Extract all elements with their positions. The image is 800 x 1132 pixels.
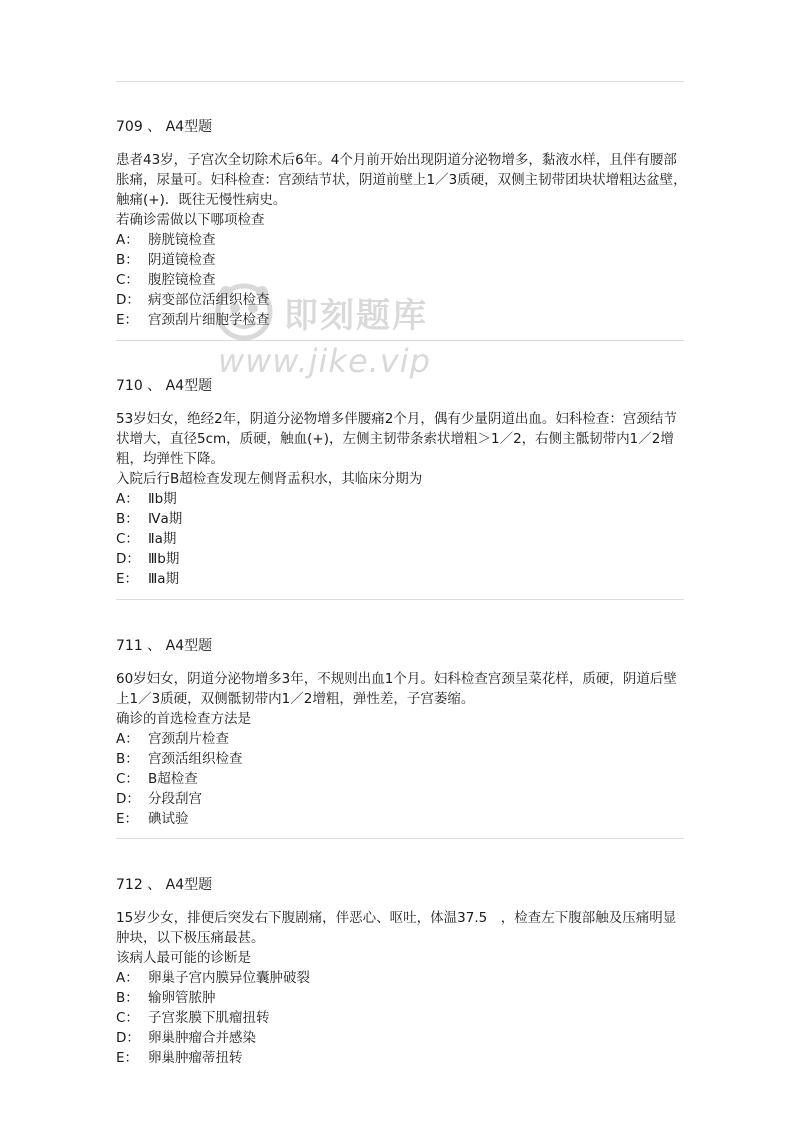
option-letter: D：: [116, 292, 140, 308]
option-letter: E：: [116, 811, 139, 827]
option-text: 子宫浆膜下肌瘤扭转: [148, 1010, 270, 1026]
option-letter: A：: [116, 491, 139, 507]
option-d[interactable]: [116, 549, 688, 569]
option-a[interactable]: [116, 729, 688, 749]
option-text: 宫颈活组织检查: [148, 751, 243, 767]
option-text: Ⅳa期: [148, 511, 183, 527]
option-text: B超检查: [148, 771, 198, 787]
option-text: 膀胱镜检查: [148, 232, 216, 248]
option-text: 卵巢子宫内膜异位囊肿破裂: [148, 970, 310, 986]
option-c[interactable]: [116, 529, 688, 549]
option-b[interactable]: [116, 250, 688, 270]
option-c[interactable]: [116, 1008, 688, 1028]
watermark-url: www.jike.vip: [218, 342, 431, 380]
option-b[interactable]: [116, 749, 688, 769]
option-letter: B：: [116, 511, 139, 527]
option-letter: D：: [116, 1030, 140, 1046]
option-e[interactable]: [116, 569, 688, 589]
divider: [116, 340, 684, 341]
option-text: Ⅲb期: [148, 551, 180, 567]
question-709: [116, 117, 688, 330]
option-letter: E：: [116, 1050, 139, 1066]
option-d[interactable]: [116, 789, 688, 809]
option-letter: C：: [116, 771, 139, 787]
option-d[interactable]: [116, 290, 688, 310]
option-text: 碘试验: [148, 811, 189, 827]
option-e[interactable]: [116, 310, 688, 330]
question-stem: 53岁妇女，绝经2年，阴道分泌物增多伴腰痛2个月，偶有少量阴道出血。妇科检查：宫颈结节状增大，直径5cm，质硬，触血(+)，左侧主韧带条索状增粗＞1／2，右侧主骶韧带内1／2增粗，均弹性下降。: [116, 411, 677, 467]
option-e[interactable]: [116, 809, 688, 829]
option-a[interactable]: [116, 489, 688, 509]
divider-top: [116, 81, 684, 82]
question-prompt: 该病人最可能的诊断是: [116, 950, 251, 966]
option-letter: A：: [116, 731, 139, 747]
question-stem: 15岁少女，排便后突发右下腹剧痛，伴恶心、呕吐，体温37.5 ，检查左下腹部触及压痛明显肿块，以下极压痛最甚。: [116, 910, 677, 946]
question-stem: 60岁妇女，阴道分泌物增多3年，不规则出血1个月。妇科检查宫颈呈菜花样，质硬，阴道后壁上1／3质硬，双侧骶韧带内1／2增粗，弹性差，子宫萎缩。: [116, 671, 677, 707]
option-text: 卵巢肿瘤合并感染: [148, 1030, 256, 1046]
option-b[interactable]: [116, 509, 688, 529]
option-letter: D：: [116, 551, 140, 567]
option-letter: C：: [116, 1010, 139, 1026]
option-text: 腹腔镜检查: [148, 272, 216, 288]
option-text: 宫颈刮片细胞学检查: [148, 312, 270, 328]
option-text: 分段刮宫: [148, 791, 202, 807]
option-letter: A：: [116, 232, 139, 248]
option-letter: C：: [116, 272, 139, 288]
question-stem: 患者43岁，子宫次全切除术后6年。4个月前开始出现阴道分泌物增多，黏液水样，且伴有腰部胀痛，尿量可。妇科检查：宫颈结节状，阴道前壁上1／3质硬，双侧主韧带团块状增粗达盆壁，触痛(+)．既往无慢性病史。: [116, 152, 687, 208]
divider: [116, 599, 684, 600]
option-letter: D：: [116, 791, 140, 807]
option-a[interactable]: [116, 968, 688, 988]
question-712: [116, 875, 688, 1068]
option-b[interactable]: [116, 988, 688, 1008]
question-prompt: 入院后行B超检查发现左侧肾盂积水，其临床分期为: [116, 471, 423, 487]
option-text: 输卵管脓肿: [148, 990, 216, 1006]
option-text: 卵巢肿瘤蒂扭转: [148, 1050, 243, 1066]
question-header: 711 、 A4型题: [116, 638, 213, 654]
option-letter: C：: [116, 531, 139, 547]
option-letter: E：: [116, 571, 139, 587]
question-header: 709 、 A4型题: [116, 119, 213, 135]
option-text: 宫颈刮片检查: [148, 731, 229, 747]
question-711: [116, 636, 688, 829]
option-c[interactable]: [116, 270, 688, 290]
question-header: 710 、 A4型题: [116, 378, 213, 394]
option-text: Ⅱb期: [148, 491, 177, 507]
option-e[interactable]: [116, 1048, 688, 1068]
option-text: 病变部位活组织检查: [148, 292, 270, 308]
option-text: 阴道镜检查: [148, 252, 216, 268]
option-letter: A：: [116, 970, 139, 986]
option-text: Ⅲa期: [148, 571, 180, 587]
question-710: [116, 376, 688, 589]
option-letter: B：: [116, 252, 139, 268]
option-letter: B：: [116, 990, 139, 1006]
option-text: Ⅱa期: [148, 531, 177, 547]
option-c[interactable]: [116, 769, 688, 789]
option-a[interactable]: [116, 230, 688, 250]
watermark-brand: 即刻题库: [284, 296, 428, 336]
question-prompt: 若确诊需做以下哪项检查: [116, 212, 265, 228]
option-d[interactable]: [116, 1028, 688, 1048]
question-prompt: 确诊的首选检查方法是: [116, 711, 251, 727]
question-header: 712 、 A4型题: [116, 877, 213, 893]
option-letter: B：: [116, 751, 139, 767]
option-letter: E：: [116, 312, 139, 328]
divider: [116, 838, 684, 839]
